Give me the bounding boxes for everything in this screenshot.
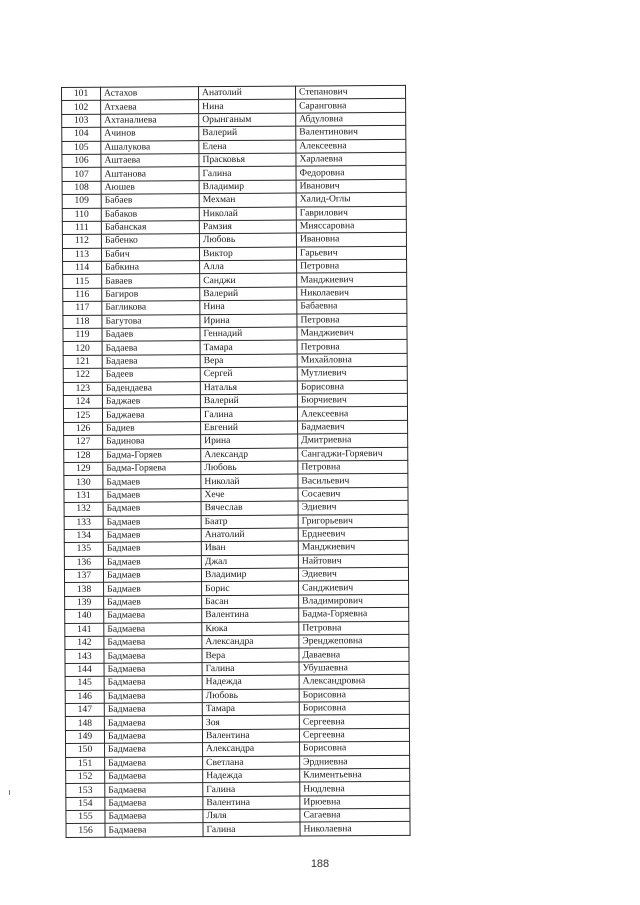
first-name-cell: Кюка xyxy=(202,622,299,636)
row-number-cell: 107 xyxy=(62,168,101,182)
first-name-cell: Хече xyxy=(201,488,298,502)
row-number-cell: 149 xyxy=(65,730,104,744)
patronymic-cell: Александровна xyxy=(299,675,409,689)
patronymic-cell: Сергеевна xyxy=(299,728,409,742)
row-number-cell: 128 xyxy=(64,449,103,463)
last-name-cell: Аштаева xyxy=(101,154,199,168)
first-name-cell: Нина xyxy=(199,99,296,113)
row-number-cell: 113 xyxy=(62,248,101,262)
last-name-cell: Бадмаев xyxy=(103,515,201,529)
names-table-body xyxy=(62,85,411,837)
first-name-cell: Валентина xyxy=(202,608,299,622)
row-number-cell: 145 xyxy=(65,676,104,690)
first-name-cell: Александра xyxy=(203,742,300,756)
patronymic-cell: Петровна xyxy=(297,259,407,273)
last-name-cell: Бабич xyxy=(101,247,199,261)
last-name-cell: Бабаев xyxy=(101,194,199,208)
last-name-cell: Бадмаева xyxy=(104,729,202,743)
first-name-cell: Баатр xyxy=(201,515,298,529)
last-name-cell: Аштанова xyxy=(101,167,199,181)
row-number-cell: 104 xyxy=(62,127,101,141)
row-number-cell: 105 xyxy=(62,141,101,155)
patronymic-cell: Харлаевна xyxy=(296,152,406,166)
row-number-cell: 126 xyxy=(64,422,103,436)
first-name-cell: Любовь xyxy=(201,461,298,475)
last-name-cell: Бадмаев xyxy=(104,582,202,596)
patronymic-cell: Эренджеповна xyxy=(299,634,409,648)
patronymic-cell: Климентьевна xyxy=(300,768,410,782)
first-name-cell: Вера xyxy=(202,648,299,662)
row-number-cell: 124 xyxy=(63,395,102,409)
first-name-cell: Вера xyxy=(200,354,297,368)
first-name-cell: Елена xyxy=(199,140,296,154)
patronymic-cell: Петровна xyxy=(297,313,407,327)
patronymic-cell: Эдиевич xyxy=(298,500,408,514)
row-number-cell: 135 xyxy=(64,543,103,557)
table-row xyxy=(66,822,410,837)
last-name-cell: Ачинов xyxy=(101,127,199,141)
row-number-cell: 111 xyxy=(62,221,101,235)
last-name-cell: Бабанская xyxy=(101,221,199,235)
last-name-cell: Баджаева xyxy=(102,408,200,422)
last-name-cell: Багутова xyxy=(102,314,200,328)
last-name-cell: Бадмаева xyxy=(104,649,202,663)
patronymic-cell: Борисовна xyxy=(299,701,409,715)
row-number-cell: 110 xyxy=(62,208,101,222)
last-name-cell: Бадмаев xyxy=(103,569,201,583)
patronymic-cell: Эдиевич xyxy=(298,567,408,581)
patronymic-cell: Абдуловна xyxy=(296,112,406,126)
first-name-cell: Любовь xyxy=(202,689,299,703)
last-name-cell: Ашалукова xyxy=(101,140,199,154)
last-name-cell: Бадеев xyxy=(102,368,200,382)
row-number-cell: 120 xyxy=(63,342,102,356)
row-number-cell: 133 xyxy=(64,516,103,530)
row-number-cell: 106 xyxy=(62,154,101,168)
first-name-cell: Евгений xyxy=(201,421,298,435)
first-name-cell: Джал xyxy=(201,555,298,569)
last-name-cell: Бадмаева xyxy=(104,703,202,717)
last-name-cell: Ахтаналиева xyxy=(101,113,199,127)
row-number-cell: 115 xyxy=(63,275,102,289)
row-number-cell: 144 xyxy=(65,663,104,677)
first-name-cell: Валентина xyxy=(202,729,299,743)
last-name-cell: Бадмаева xyxy=(105,743,203,757)
first-name-cell: Анатолий xyxy=(201,528,298,542)
row-number-cell: 143 xyxy=(65,650,104,664)
row-number-cell: 130 xyxy=(64,476,103,490)
row-number-cell: 153 xyxy=(66,784,105,798)
first-name-cell: Валерий xyxy=(200,394,297,408)
patronymic-cell: Николаевич xyxy=(297,286,407,300)
patronymic-cell: Мутлиевич xyxy=(297,367,407,381)
last-name-cell: Багиров xyxy=(102,288,200,302)
first-name-cell: Александра xyxy=(202,635,299,649)
row-number-cell: 136 xyxy=(64,556,103,570)
first-name-cell: Мехман xyxy=(199,193,296,207)
patronymic-cell: Халид-Оглы xyxy=(296,193,406,207)
last-name-cell: Бадиев xyxy=(103,421,201,435)
first-name-cell: Ирина xyxy=(201,434,298,448)
patronymic-cell: Найтович xyxy=(298,554,408,568)
first-name-cell: Иван xyxy=(201,541,298,555)
patronymic-cell: Ивановна xyxy=(296,233,406,247)
patronymic-cell: Алексеевна xyxy=(296,139,406,153)
row-number-cell: 127 xyxy=(64,435,103,449)
row-number-cell: 109 xyxy=(62,194,101,208)
row-number-cell: 139 xyxy=(65,596,104,610)
first-name-cell: Николай xyxy=(199,207,296,221)
patronymic-cell: Бабаевна xyxy=(297,300,407,314)
row-number-cell: 146 xyxy=(65,690,104,704)
first-name-cell: Анатолий xyxy=(199,86,296,100)
first-name-cell: Валентина xyxy=(203,796,300,810)
row-number-cell: 117 xyxy=(63,302,102,316)
last-name-cell: Бабенко xyxy=(101,234,199,248)
first-name-cell: Виктор xyxy=(199,247,296,261)
row-number-cell: 141 xyxy=(65,623,104,637)
last-name-cell: Бадмаев xyxy=(103,529,201,543)
first-name-cell: Надежда xyxy=(203,769,300,783)
patronymic-cell: Сергеевна xyxy=(299,715,409,729)
row-number-cell: 102 xyxy=(62,101,101,115)
last-name-cell: Бадмаева xyxy=(104,716,202,730)
row-number-cell: 121 xyxy=(63,355,102,369)
first-name-cell: Галина xyxy=(199,166,296,180)
first-name-cell: Владимир xyxy=(201,568,298,582)
patronymic-cell: Саранговна xyxy=(296,99,406,113)
page-number: 188 xyxy=(310,858,330,870)
patronymic-cell: Ирюевна xyxy=(300,795,410,809)
first-name-cell: Ляля xyxy=(203,809,300,823)
row-number-cell: 134 xyxy=(64,529,103,543)
patronymic-cell: Алексеевна xyxy=(297,407,407,421)
patronymic-cell: Эрдниевна xyxy=(300,755,410,769)
first-name-cell: Борис xyxy=(202,582,299,596)
last-name-cell: Бадма-Горяев xyxy=(103,448,201,462)
first-name-cell: Галина xyxy=(203,782,300,796)
patronymic-cell: Сангаджи-Горяевич xyxy=(298,447,408,461)
row-number-cell: 125 xyxy=(63,409,102,423)
patronymic-cell: Петровна xyxy=(299,621,409,635)
patronymic-cell: Васильевич xyxy=(298,474,408,488)
first-name-cell: Светлана xyxy=(203,756,300,770)
first-name-cell: Санджи xyxy=(200,274,297,288)
first-name-cell: Зоя xyxy=(202,715,299,729)
patronymic-cell: Нюдлевна xyxy=(300,782,410,796)
last-name-cell: Бадмаев xyxy=(103,542,201,556)
last-name-cell: Бадмаева xyxy=(105,796,203,810)
patronymic-cell: Убушаевна xyxy=(299,661,409,675)
last-name-cell: Бабкина xyxy=(102,261,200,275)
row-number-cell: 114 xyxy=(63,261,102,275)
row-number-cell: 116 xyxy=(63,288,102,302)
row-number-cell: 132 xyxy=(64,502,103,516)
first-name-cell: Алла xyxy=(200,260,297,274)
last-name-cell: Атхаева xyxy=(101,100,199,114)
row-number-cell: 131 xyxy=(64,489,103,503)
last-name-cell: Бадмаева xyxy=(104,689,202,703)
row-number-cell: 140 xyxy=(65,609,104,623)
last-name-cell: Бадмаева xyxy=(105,783,203,797)
last-name-cell: Бадаев xyxy=(102,328,200,342)
row-number-cell: 156 xyxy=(66,824,105,838)
last-name-cell: Бадмаева xyxy=(105,810,203,824)
first-name-cell: Ирина xyxy=(200,314,297,328)
patronymic-cell: Петровна xyxy=(298,460,408,474)
patronymic-cell: Бюрчиевич xyxy=(297,393,407,407)
last-name-cell: Бадендаева xyxy=(102,381,200,395)
last-name-cell: Бадмаев xyxy=(103,488,201,502)
first-name-cell: Владимир xyxy=(199,180,296,194)
patronymic-cell: Гаврилович xyxy=(296,206,406,220)
row-number-cell: 122 xyxy=(63,368,102,382)
row-number-cell: 101 xyxy=(62,87,101,101)
patronymic-cell: Гарьевич xyxy=(296,246,406,260)
last-name-cell: Бадма-Горяева xyxy=(103,462,201,476)
last-name-cell: Бадаева xyxy=(102,341,200,355)
patronymic-cell: Федоровна xyxy=(296,166,406,180)
row-number-cell: 129 xyxy=(64,462,103,476)
first-name-cell: Валерий xyxy=(200,287,297,301)
first-name-cell: Рамзия xyxy=(199,220,296,234)
patronymic-cell: Степанович xyxy=(295,85,405,99)
first-name-cell: Галина xyxy=(203,823,300,837)
patronymic-cell: Иванович xyxy=(296,179,406,193)
first-name-cell: Прасковья xyxy=(199,153,296,167)
row-number-cell: 119 xyxy=(63,328,102,342)
row-number-cell: 103 xyxy=(62,114,101,128)
last-name-cell: Бабаков xyxy=(101,207,199,221)
row-number-cell: 123 xyxy=(63,382,102,396)
last-name-cell: Бадмаева xyxy=(104,609,202,623)
row-number-cell: 154 xyxy=(66,797,105,811)
last-name-cell: Багликова xyxy=(102,301,200,315)
patronymic-cell: Манджиевич xyxy=(297,326,407,340)
first-name-cell: Галина xyxy=(200,407,297,421)
patronymic-cell: Сосаевич xyxy=(298,487,408,501)
row-number-cell: 142 xyxy=(65,636,104,650)
patronymic-cell: Манджиевич xyxy=(298,541,408,555)
first-name-cell: Геннадий xyxy=(200,327,297,341)
last-name-cell: Бадаева xyxy=(102,354,200,368)
last-name-cell: Бадмаев xyxy=(103,475,201,489)
first-name-cell: Вячеслав xyxy=(201,501,298,515)
patronymic-cell: Санджиевич xyxy=(299,581,409,595)
last-name-cell: Бадмаева xyxy=(105,770,203,784)
first-name-cell: Тамара xyxy=(200,340,297,354)
row-number-cell: 137 xyxy=(64,569,103,583)
patronymic-cell: Николаевна xyxy=(300,822,410,836)
last-name-cell: Бадмаев xyxy=(103,502,201,516)
names-table xyxy=(61,85,411,838)
patronymic-cell: Валентинович xyxy=(296,126,406,140)
last-name-cell: Бадмаева xyxy=(104,622,202,636)
patronymic-cell: Бадмаевич xyxy=(298,420,408,434)
first-name-cell: Сергей xyxy=(200,367,297,381)
patronymic-cell: Манджиевич xyxy=(297,273,407,287)
first-name-cell: Тамара xyxy=(202,702,299,716)
last-name-cell: Бадинова xyxy=(103,435,201,449)
last-name-cell: Бадмаева xyxy=(105,823,203,837)
row-number-cell: 112 xyxy=(62,235,101,249)
last-name-cell: Астахов xyxy=(101,87,199,101)
last-name-cell: Бадмаев xyxy=(103,555,201,569)
row-number-cell: 138 xyxy=(65,583,104,597)
patronymic-cell: Даваевна xyxy=(299,648,409,662)
last-name-cell: Бадмаева xyxy=(104,636,202,650)
first-name-cell: Галина xyxy=(202,662,299,676)
patronymic-cell: Борисовна xyxy=(300,742,410,756)
row-number-cell: 108 xyxy=(62,181,101,195)
patronymic-cell: Мияссаровна xyxy=(296,219,406,233)
first-name-cell: Нина xyxy=(200,300,297,314)
margin-mark xyxy=(9,790,10,795)
last-name-cell: Бадмаева xyxy=(104,676,202,690)
row-number-cell: 155 xyxy=(66,810,105,824)
last-name-cell: Бадмаева xyxy=(104,662,202,676)
patronymic-cell: Дмитриевна xyxy=(298,434,408,448)
patronymic-cell: Петровна xyxy=(297,340,407,354)
patronymic-cell: Григорьевич xyxy=(298,514,408,528)
last-name-cell: Аюшев xyxy=(101,180,199,194)
patronymic-cell: Михайловна xyxy=(297,353,407,367)
first-name-cell: Николай xyxy=(201,474,298,488)
patronymic-cell: Владимирович xyxy=(299,594,409,608)
last-name-cell: Бадмаев xyxy=(104,595,202,609)
first-name-cell: Басан xyxy=(202,595,299,609)
row-number-cell: 150 xyxy=(66,743,105,757)
first-name-cell: Наталья xyxy=(200,381,297,395)
patronymic-cell: Ерднеевич xyxy=(298,527,408,541)
patronymic-cell: Борисовна xyxy=(297,380,407,394)
patronymic-cell: Сагаевна xyxy=(300,808,410,822)
patronymic-cell: Бадма-Горяевна xyxy=(299,608,409,622)
first-name-cell: Александр xyxy=(201,448,298,462)
last-name-cell: Баваев xyxy=(102,274,200,288)
first-name-cell: Любовь xyxy=(199,233,296,247)
patronymic-cell: Борисовна xyxy=(299,688,409,702)
first-name-cell: Орынганым xyxy=(199,113,296,127)
last-name-cell: Бадмаева xyxy=(105,756,203,770)
row-number-cell: 152 xyxy=(66,770,105,784)
first-name-cell: Валерий xyxy=(199,126,296,140)
last-name-cell: Баджаев xyxy=(102,395,200,409)
row-number-cell: 118 xyxy=(63,315,102,329)
row-number-cell: 151 xyxy=(66,757,105,771)
row-number-cell: 147 xyxy=(65,703,104,717)
row-number-cell: 148 xyxy=(65,717,104,731)
first-name-cell: Надежда xyxy=(202,675,299,689)
